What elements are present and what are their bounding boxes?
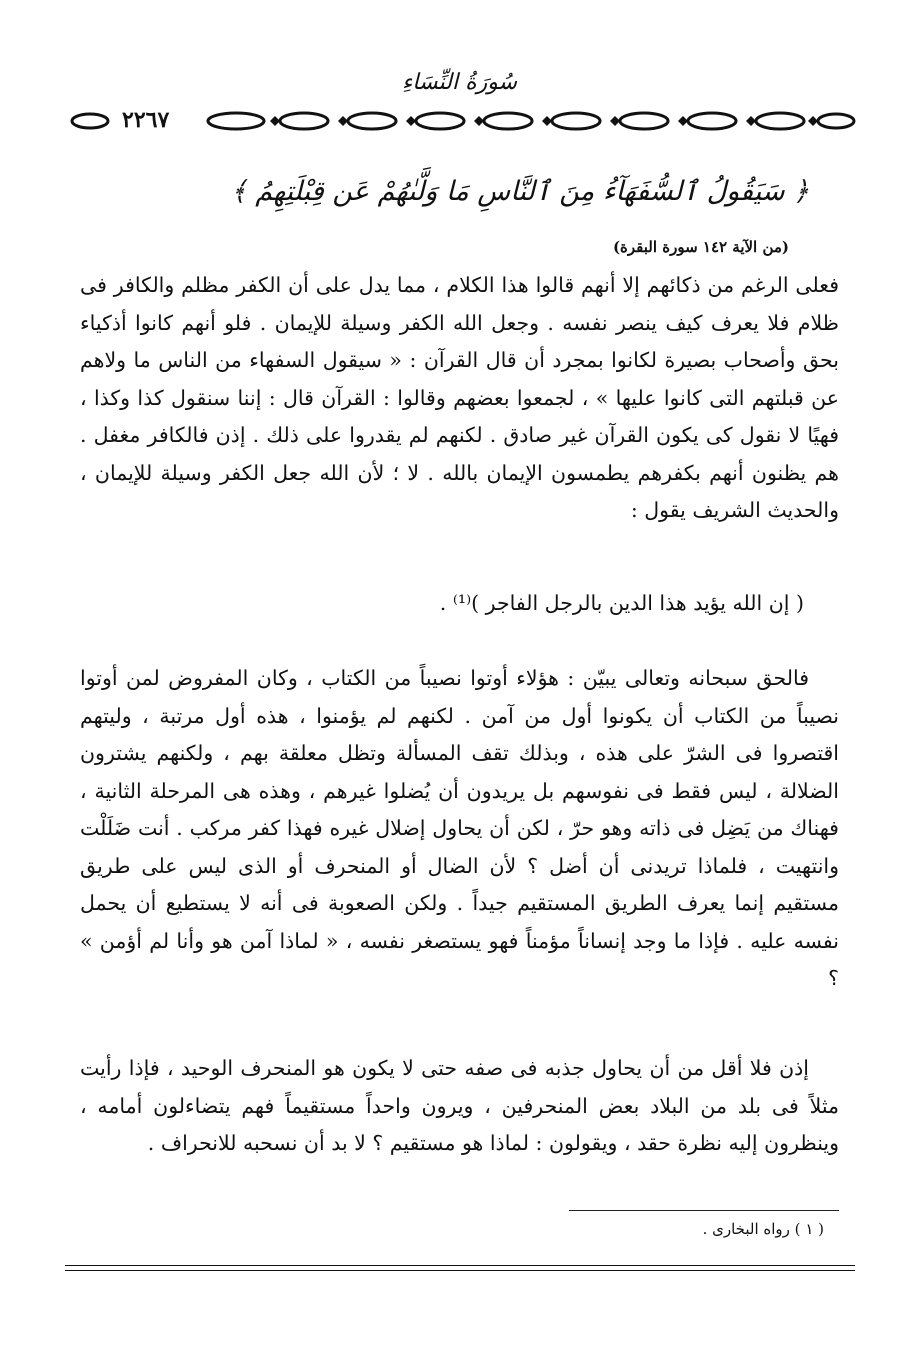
paragraph-2: فالحق سبحانه وتعالى يبيّن : هؤلاء أوتوا نصيباً من الكتاب ، وكان المفروض لمن أوتوا نصيباً من الكتاب أن يكونوا أول من آمن . لكنهم لم يؤمنوا ، هذه أول مرتبة ، وليتهم اقتصروا فى الشرّ على هذه ، وبذلك تقف المسألة وتظل معلقة بهم ، ولكنهم يشترون الضلالة ، ليس فقط فى نفوسهم بل يريدون أن يُضلوا غيرهم ، وهذه هى المرحلة الثانية ، فهناك من يَضِل فى ذاته وهو حرّ ، لكن أن يحاول إضلال غيره فهذا كفر مركب . أنت ضَلَلْت وانتهيت ، فلماذا تريدنى أن أضل ؟ لأن الضال أو المنحرف أو الذى ليس على طريق مستقيم إنما يعرف الطريق المستقيم جيداً . ولكن الصعوبة فى أنه لا يستطيع أن يحمل نفسه عليه . فإذا ما وجد إنساناً مؤمناً فهو يستصغر نفسه ، « لماذا آمن هو وأنا لم أؤمن » ؟ bbox=[80, 666, 839, 990]
paragraph-3: إذن فلا أقل من أن يحاول جذبه فى صفه حتى لا يكون هو المنحرف الوحيد ، فإذا رأيت مثلاً فى بلد من البلاد بعض المنحرفين ، ويرون واحداً مستقيماً فهم يتضاءلون أمامه ، وينظرون إليه نظرة حقد ، ويقولون : لماذا هو مستقيم ؟ لا بد أن نسحبه للانحراف . bbox=[80, 1056, 839, 1155]
verse-reference: (من الآية ١٤٢ سورة البقرة) bbox=[612, 238, 789, 256]
ornamental-border bbox=[68, 108, 858, 134]
paragraph-1: فعلى الرغم من ذكائهم إلا أنهم قالوا هذا الكلام ، مما يدل على أن الكفر مظلم والكافر فى ظلام فلا يعرف كيف ينصر نفسه . وجعل الله الكفر وسيلة للإيمان . فلو أنهم كانوا أذكياء بحق وأصحاب بصيرة لكانوا بمجرد أن قال القرآن : « سيقول السفهاء من الناس ما ولاهم عن قبلتهم التى كانوا عليها » ، لجمعوا بعضهم وقالوا : القرآن قال : إننا سنقول كذا وكذا ، فهيًا لا نقول كى يكون القرآن غير صادق . لكنهم لم يقدروا على ذلك . إذن فالكافر مغفل . هم يظنون أنهم بكفرهم يطمسون الإيمان بالله . لا ؛ لأن الله جعل الكفر وسيلة للإيمان ، والحديث الشريف يقول : bbox=[80, 273, 839, 522]
quran-verse: ﴿ سَيَقُولُ ٱلسُّفَهَآءُ مِنَ ٱلنَّاسِ مَا وَلَّىٰهُمْ عَن قِبْلَتِهِمُ ﴾ bbox=[230, 176, 809, 207]
surah-title: سُورَةُ النِّسَاءِ bbox=[401, 70, 518, 95]
bottom-double-rule bbox=[65, 1265, 855, 1271]
hadith-quote: ( إن الله يؤيد هذا الدين بالرجل الفاجر )⁽¹⁾ . bbox=[439, 591, 804, 615]
footnote-divider bbox=[569, 1210, 839, 1211]
page-number: ٢٢٦٧ bbox=[118, 107, 173, 133]
footnote: ( ١ ) رواه البخارى . bbox=[702, 1220, 824, 1238]
